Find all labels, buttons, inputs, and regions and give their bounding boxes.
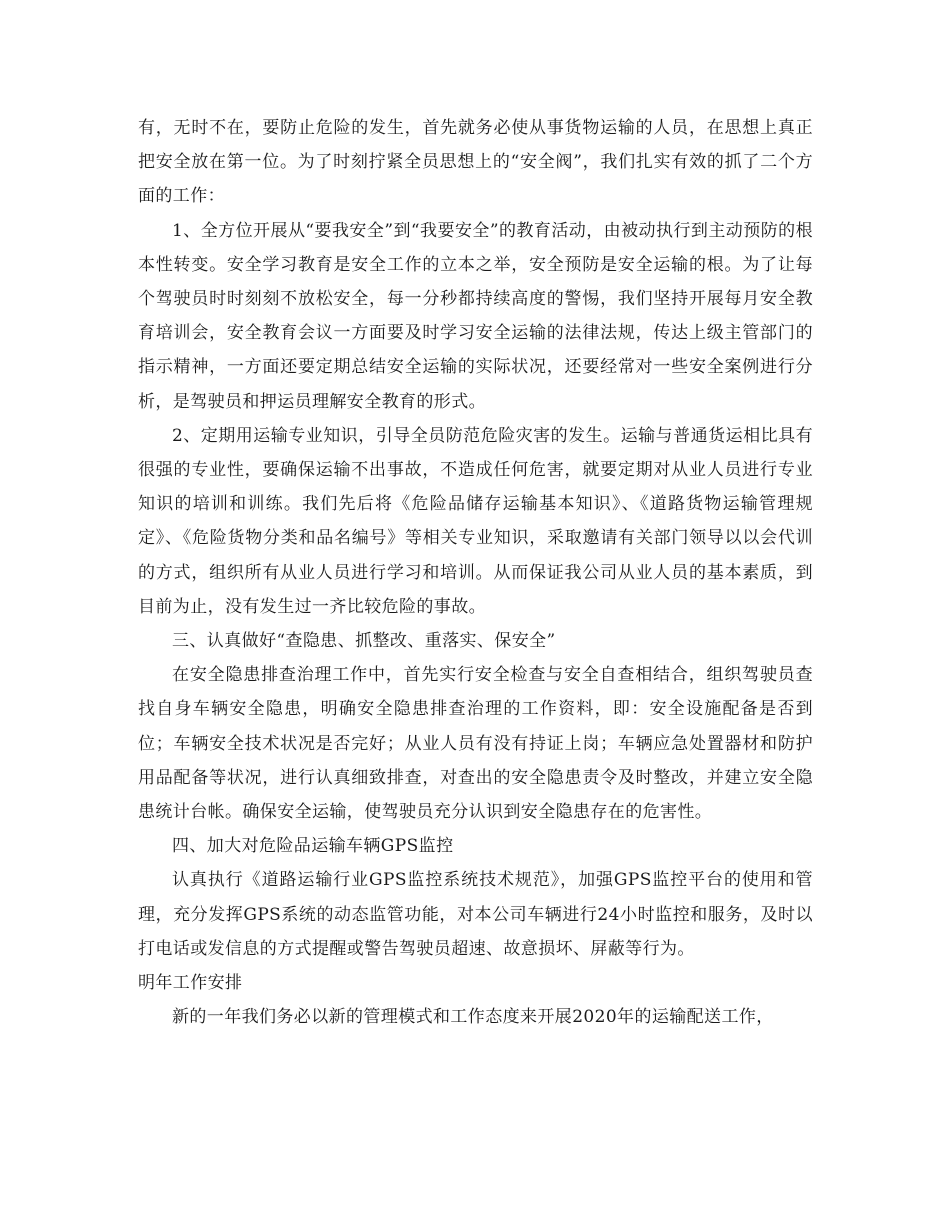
paragraph-gps-monitoring: 认真执行《道路运输行业GPS监控系统技术规范》，加强GPS监控平台的使用和管理，充分发挥GPS系统的动态监管功能，对本公司车辆进行24小时监控和服务，及时以打电话或发信息的方式提醒或警告驾驶员超速、故意损坏、屏蔽等行为。 [138, 870, 813, 959]
document-body [138, 111, 813, 1034]
section-heading-4-gps-monitoring: 四、加大对危险品运输车辆GPS监控 [172, 836, 454, 857]
paragraph-item-1-safety-education: 1、全方位开展从“要我安全”到“我要安全”的教育活动，由被动执行到主动预防的根本性转变。安全学习教育是安全工作的立本之举，安全预防是安全运输的根。为了让每个驾驶员时时刻刻不放松安全，每一分秒都持续高度的警惕，我们坚持开展每月安全教育培训会，安全教育会议一方面要及时学习安全运输的法律法规，传达上级主管部门的指示精神，一方面还要定期总结安全运输的实际状况，还要经常对一些安全案例进行分析，是驾驶员和押运员理解安全教育的形式。 [138, 220, 813, 412]
paragraph-next-year-plan: 新的一年我们务必以新的管理模式和工作态度来开展2020年的运输配送工作， [172, 1007, 774, 1028]
paragraph-item-2-professional-knowledge: 2、定期用运输专业知识，引导全员防范危险灾害的发生。运输与普通货运相比具有很强的专业性，要确保运输不出事故，不造成任何危害，就要定期对从业人员进行专业知识的培训和训练。我们先后将《危险品储存运输基本知识》、《道路货物运输管理规定》、《危险货物分类和品名编号》等相关专业知识，采取邀请有关部门领导以以会代训的方式，组织所有从业人员进行学习和培训。从而保证我公司从业人员的基本素质，到目前为止，没有发生过一齐比较危险的事故。 [138, 425, 813, 617]
paragraph-hazard-investigation: 在安全隐患排查治理工作中，首先实行安全检查与安全自查相结合，组织驾驶员查找自身车辆安全隐患，明确安全隐患排查治理的工作资料，即：安全设施配备是否到位；车辆安全技术状况是否完好；从业人员有没有持证上岗；车辆应急处置器材和防护用品配备等状况，进行认真细致排查，对查出的安全隐患责令及时整改，并建立安全隐患统计台帐。确保安全运输，使驾驶员充分认识到安全隐患存在的危害性。 [138, 665, 813, 823]
section-heading-3-hazard-check: 三、认真做好“查隐患、抓整改、重落实、保安全” [172, 631, 556, 652]
paragraph-intro-continued: 有，无时不在，要防止危险的发生，首先就务必使从事货物运输的人员，在思想上真正把安全放在第一位。为了时刻拧紧全员思想上的“安全阀”，我们扎实有效的抓了二个方面的工作： [138, 118, 813, 207]
section-heading-next-year-plan: 明年工作安排 [138, 973, 243, 994]
